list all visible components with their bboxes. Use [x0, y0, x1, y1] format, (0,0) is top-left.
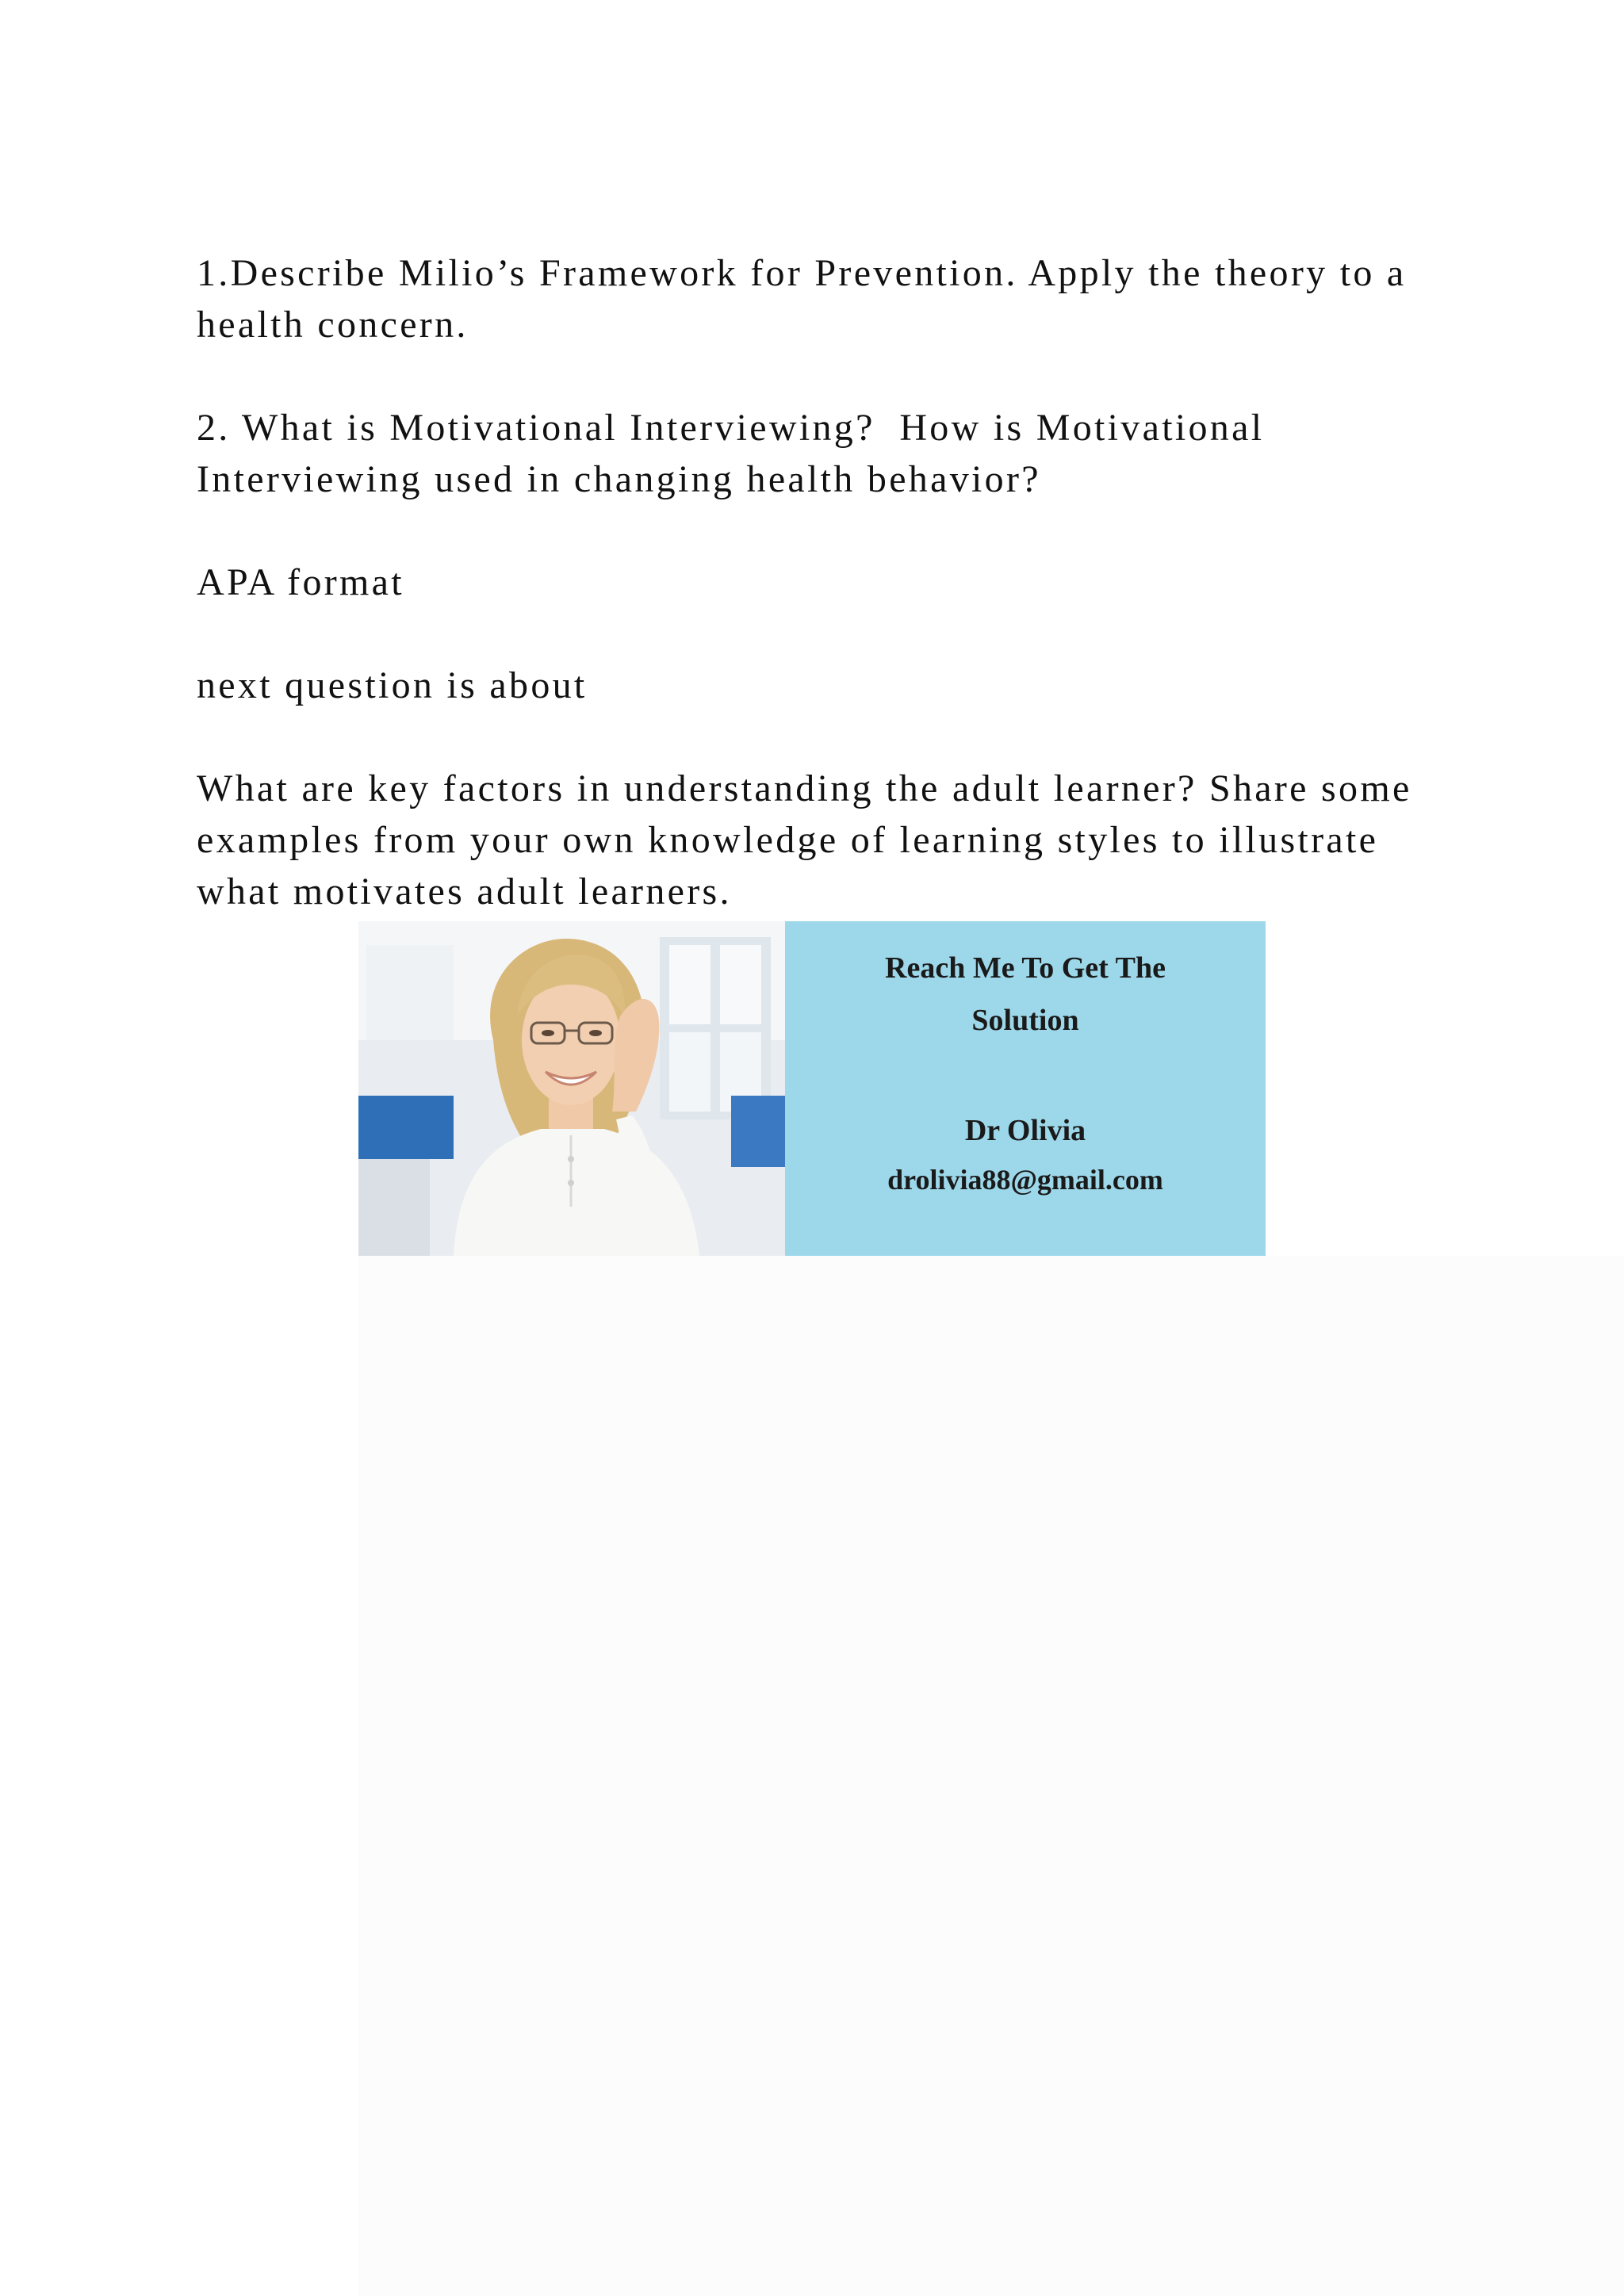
- card-heading-line-1: Reach Me To Get The: [885, 951, 1166, 985]
- background-panel: [358, 1256, 1624, 2296]
- contact-banner: [358, 921, 1266, 1256]
- card-heading-line-2: Solution: [971, 1004, 1079, 1037]
- card-heading: [785, 942, 1266, 1047]
- paragraph-next-question: next question is about: [197, 664, 588, 706]
- paragraph-question-2: 2. What is Motivational Interviewing? How is Motivational Interviewing used in changing health behavior?: [197, 407, 1277, 500]
- document-body: [197, 247, 1465, 917]
- paragraph-question-1: 1.Describe Milio’s Framework for Prevention. Apply the theory to a health concern.: [197, 252, 1419, 346]
- paragraph-apa-format: APA format: [197, 561, 404, 603]
- contact-email: drolivia88@gmail.com: [887, 1164, 1163, 1196]
- contact-card: [785, 921, 1266, 1256]
- woman-photo: [358, 921, 785, 1256]
- paragraph-adult-learner: What are key factors in understanding the adult learner? Share some examples from your own knowledge of learning styles to illustrate what motivates adult learners.: [197, 767, 1424, 913]
- contact-name: Dr Olivia: [964, 1114, 1086, 1147]
